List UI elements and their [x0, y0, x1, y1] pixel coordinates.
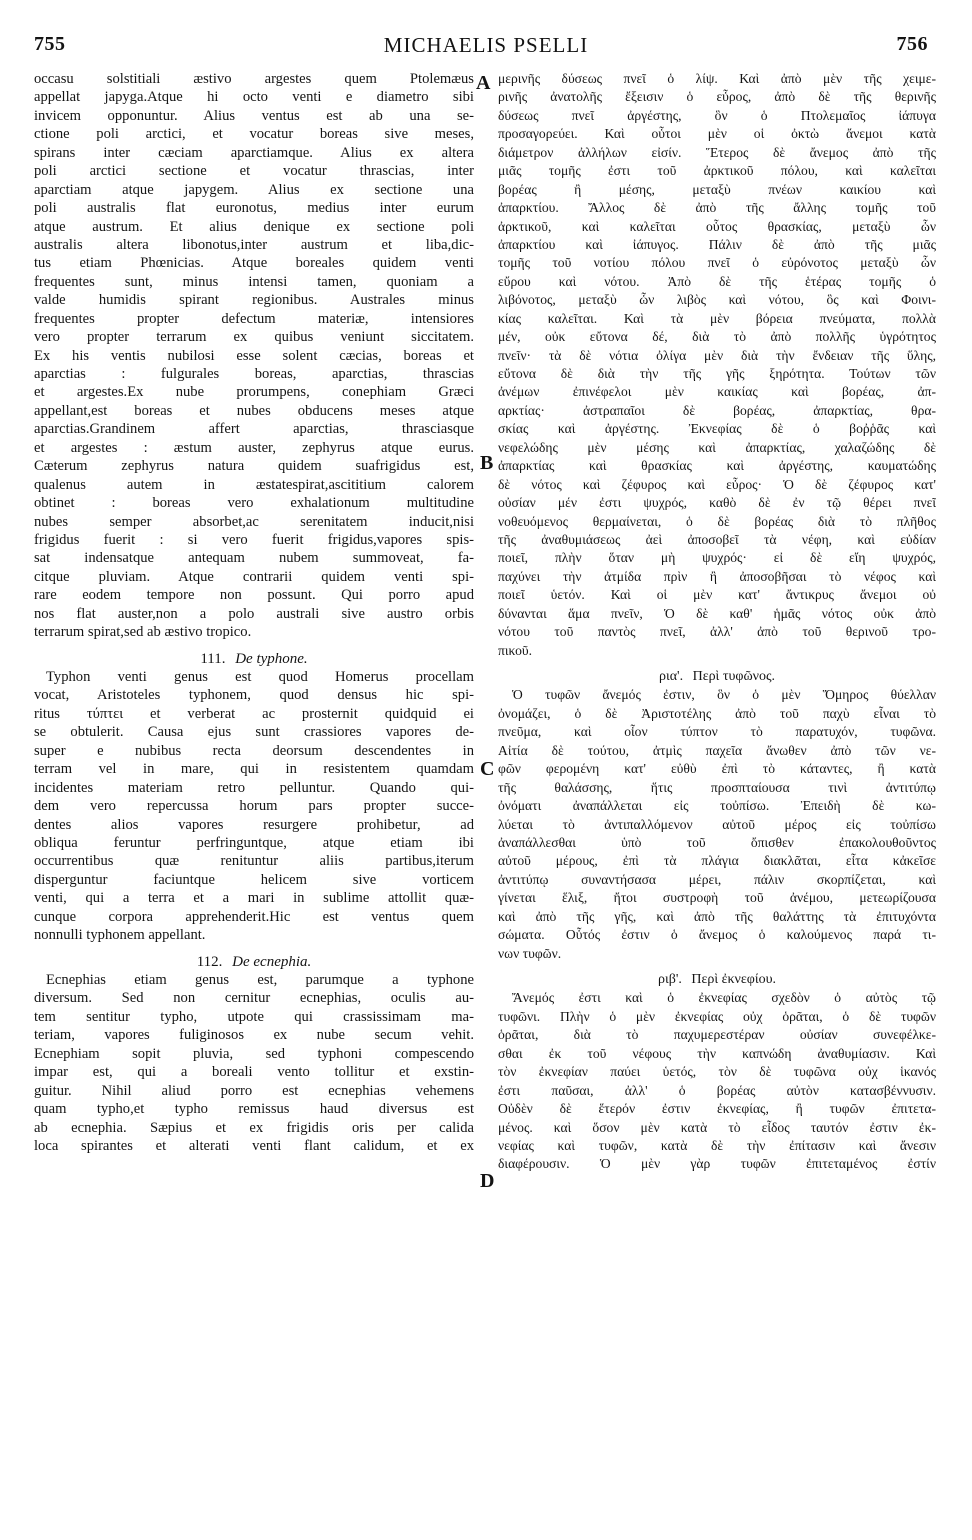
latin-section-111-heading	[34, 650, 474, 668]
greek-paragraph-1-line: τομῆς τοῦ νοτίου πόλου πνεῖ ὁ εὐρόνοτος μεταξὺ ὧν	[498, 255, 936, 271]
greek-paragraph-2-line: καὶ ἀπὸ τῆς γῆς, καὶ ἀπὸ τῆς θαλάττης τὰ ἐπιτυχόντα	[498, 908, 936, 924]
greek-paragraph-2-line: σώματα. Οὗτός ἐστιν ὁ ἄνεμος ὁ καλούμενος παρά τι-	[498, 927, 936, 943]
margin-marker-a: A	[476, 72, 491, 94]
latin-paragraph-1-line: poli australis flat euronotus, medius inter eurum	[34, 200, 474, 217]
latin-paragraph-3-line: teriam, vapores fuliginosos ex nube secum vehit.	[34, 1027, 474, 1044]
latin-paragraph-2-line: venti, qui a terra et a mari in sublime attollit quæ-	[34, 890, 474, 907]
greek-paragraph-1-line: μερινῆς δύσεως πνεῖ ὁ λίψ. Καὶ ἀπὸ μὲν τῆς χειμε-	[498, 71, 936, 86]
greek-paragraph-1-line: νεφελώδης μὲν μέσης καὶ ἀπαρκτίας, χαλαζώδης δὲ	[498, 439, 936, 455]
greek-paragraph-1-line: πικοῦ.	[498, 642, 532, 658]
latin-paragraph-2-line: vocat, Aristoteles typhonem, quod densus hic spi-	[34, 687, 474, 704]
latin-paragraph-2-line: Typhon venti genus est quod Homerus procellam	[46, 669, 474, 685]
running-title: MICHAELIS PSELLI	[383, 33, 589, 57]
latin-section-111-number: 111.	[200, 650, 226, 667]
greek-section-112-number: ριβ'.	[657, 972, 682, 987]
greek-paragraph-2-line: ὀνόματι ἀναπάλλεται εἰς τοὐπίσω. Ἐπειδὴ δὲ κω-	[498, 798, 936, 814]
latin-paragraph-1-line: valde humidis spirant regionibus. Australes minus	[34, 292, 474, 309]
greek-paragraph-2-line: φῶν φερομένη κατ' εὐθὺ ἐπὶ τὸ κάταντες, ἢ κατὰ	[498, 761, 936, 777]
latin-column	[34, 70, 474, 1155]
latin-paragraph-1-line: Ex his ventis nubilosi esse solent cæcias, boreas et	[34, 347, 474, 364]
latin-paragraph-2-line: incidentes materiam retro pelluntur. Quando qui-	[34, 779, 474, 796]
right-page-number: 756	[896, 33, 928, 55]
greek-paragraph-3-line: διαφέρουσιν. Ὁ μὲν γὰρ τυφῶν ἐπιτεταμένος ἐστίν	[498, 1156, 936, 1172]
greek-paragraph-2	[498, 686, 936, 963]
greek-paragraph-1-line: δύνανται ἅμα πνεῖν, Ὁ δὲ καθ' ἡμᾶς νότος οὐκ ἀπὸ	[498, 605, 936, 621]
greek-paragraph-2-line: ἀντιτύπῳ συναντήσασα μέρει, πάλιν σκορπίζεται, καὶ	[498, 871, 936, 887]
running-header	[0, 0, 972, 70]
latin-paragraph-1-line: appellant,est boreas et nubes obducens meses atque	[34, 402, 474, 419]
greek-paragraph-3-line: μένος. καὶ ὅσον μὲν κατὰ τὸ εἶδος ταυτόν ἐστιν ἐκ-	[498, 1119, 936, 1135]
latin-paragraph-2-line: terram vel in mare, qui in resistentem quamdam	[34, 761, 474, 778]
greek-paragraph-1-line: λιβόνοτος, μεταξὺ ὧν λιβὸς καὶ νότου, ὃς καὶ Φοινι-	[498, 292, 936, 308]
latin-paragraph-1-line: qualenus autem in æstatespirat,ascititium calorem	[34, 476, 474, 493]
latin-paragraph-1-line: obtinet : boreas vero exhalationum multitudine	[34, 495, 474, 512]
greek-paragraph-1-line: μιᾶς τομῆς ἐστι τοῦ ἀρκτικοῦ πόλου, καὶ καλεῖται	[498, 163, 936, 179]
greek-paragraph-2-line: ὀνομάζει, ὁ δὲ Ἀριστοτέλης ἀπὸ τοῦ παχὺ εἶναι τὸ	[498, 705, 936, 721]
greek-paragraph-3-line: Ἄνεμός ἐστι καὶ ὁ ἐκνεφίας σχεδὸν ὁ αὐτὸς τῷ	[512, 990, 936, 1006]
latin-paragraph-3	[34, 971, 474, 1155]
greek-paragraph-1-line: διάμετρον ἀλλήλων εἰσίν. Ἕτερος δὲ ἄνεμος ἀπὸ τῆς	[498, 144, 936, 160]
greek-paragraph-2-line: γίνεται ἕλιξ, ἤτοι συστροφὴ τοῦ ἀνέμου, μετεωρίζουσα	[498, 890, 936, 906]
latin-paragraph-1-line: frequentes propter defectum materiæ, intensiores	[34, 310, 474, 327]
greek-paragraph-3-line: Οὐδὲν δὲ ἕτερόν ἐστιν ἐκνεφίας, ἢ τυφῶν ἐπιτετα-	[498, 1101, 936, 1117]
latin-paragraph-3-line: Ecnephiam sopit pluvia, sed typhoni compescendo	[34, 1045, 474, 1062]
greek-paragraph-1-line: νότου τοῦ παντὸς πνεῖ, ἀλλ' ἀπὸ τοῦ θερινοῦ τρο-	[498, 624, 936, 640]
greek-paragraph-1-line: ἀπαρκτίου. Ἄλλος δὲ ἀπὸ τῆς ἄλλης τομῆς τοῦ	[498, 200, 936, 216]
greek-column	[498, 70, 936, 1174]
greek-paragraph-1-line: ἀπαρκτίου καὶ ἰάπυγος. Πάλιν δὲ ἀπὸ τῆς μιᾶς	[498, 236, 936, 252]
latin-paragraph-2-line: dem vero repercussa horum pars propter succe-	[34, 798, 474, 815]
latin-paragraph-2-line: nonnulli typhonem appellant.	[34, 927, 206, 944]
latin-paragraph-3-line: tem sentitur typho, utpote qui crassissimam ma-	[34, 1008, 474, 1025]
latin-paragraph-2-line: super e nubibus recta deorsum descendentes in	[34, 742, 474, 759]
greek-paragraph-3-line: σθαι ἐκ τοῦ νέφους τὴν καπνώδη ἀναθυμίασιν. Καὶ	[498, 1045, 936, 1061]
greek-paragraph-2-line: λύεται τὸ ἀντιπαλλόμενον αὐτοῦ μέρος εἰς τοὐπίσω	[498, 816, 936, 832]
latin-paragraph-3-line: quam typho,et typho remissus haud diversus est	[34, 1101, 474, 1118]
greek-paragraph-2-line: τῆς θαλάσσης, ἥτις προσπταίουσα τινὶ ἀντιτύπῳ	[498, 779, 936, 795]
latin-paragraph-2-line: dentes alios vapores resurgere prohibetur, ad	[34, 816, 474, 833]
latin-paragraph-3-line: loca spirantes et alterati venti flant calidum, et ex	[34, 1137, 474, 1154]
latin-paragraph-1-line: frigidus fuerit : si vero fuerit frigidus,vapores spis-	[34, 531, 474, 548]
greek-paragraph-1-line: ποιεῖ ὑετόν. Καὶ οἱ μὲν κατ' ἄντικρυς ἄνεμοι οὐ	[498, 587, 936, 603]
latin-paragraph-1-line: occasu solstitiali æstivo argestes quem Ptolemæus	[34, 71, 474, 87]
latin-paragraph-1-line: nubes semper absorbet,ac serenitatem inducit,nisi	[34, 513, 474, 530]
latin-paragraph-1-line: tus etiam Phœnicias. Atque boreales quidem venti	[34, 255, 474, 272]
greek-paragraph-1-line: πνεῖν· τὰ δὲ νότια ὀλίγα μὲν διὰ τὴν ἔνδειαν τῆς ὕλης,	[498, 347, 936, 363]
greek-paragraph-1-line: ποιεῖ, πλὴν ὅταν μὴ ψυχρός· εἰ δὲ εἴη ψυχρός,	[498, 550, 936, 566]
latin-paragraph-1-line: terrarum spirat,sed ab æstivo tropico.	[34, 624, 252, 641]
greek-paragraph-1-line: ἀπαρκτίας καὶ θρασκίας καὶ ἀργέστης, καυματώδης	[498, 458, 936, 474]
greek-paragraph-1-line: βορέας ἢ μέσης, μεταξὺ πνέων καικίου καὶ	[498, 181, 936, 197]
greek-paragraph-2-line: αὐτοῦ μέρους, ἐπὶ τὰ πλάγια διακλᾶται, εἶτα κἀκεῖσε	[498, 853, 936, 869]
greek-paragraph-1-line: δύσεως πνεῖ ἀργέστης, ὃν ὁ Πτολεμαῖος ἰάπυγα	[498, 107, 936, 123]
greek-paragraph-3	[498, 989, 936, 1173]
latin-paragraph-1-line: aparctiam atque japygem. Alius ex sectione una	[34, 181, 474, 198]
greek-paragraph-2-line: Αἰτία δὲ τούτου, ἀτμὶς παχεῖα ἄνωθεν ἀπὸ τῶν νε-	[498, 742, 936, 758]
latin-paragraph-1-line: atque austrum. Et alius denique ex sectione poli	[34, 218, 474, 235]
latin-paragraph-2-line: se obtulerit. Causa ejus sunt crassiores vapores de-	[34, 724, 474, 741]
latin-paragraph-2-line: occurrentibus quæ renituntur aliis partibus,iterum	[34, 853, 474, 870]
latin-paragraph-3-line: impar est, qui a boreali vento tollitur et exstin-	[34, 1064, 474, 1081]
greek-section-111-heading	[498, 668, 936, 686]
greek-paragraph-1-line: εὔρου καὶ νότου. Ἀπὸ δὲ τῆς ἑτέρας τομῆς ὁ	[498, 273, 936, 289]
greek-paragraph-1-line: αρκτίας· ἀστραπαῖοι δὲ βορέας, ἀπαρκτίας, θρα-	[498, 402, 936, 418]
greek-section-111-title: Περὶ τυφῶνος.	[692, 669, 776, 684]
latin-paragraph-1-line: Cæterum zephyrus natura quidem suafrigidus est,	[34, 458, 474, 475]
latin-paragraph-1-line: et argestes : æstum auster, zephyrus atque eurus.	[34, 439, 474, 456]
latin-paragraph-3-line: ab ecnephia. Sæpius et ex frigidis oris per calida	[34, 1119, 474, 1136]
latin-paragraph-3-line: Ecnephias etiam genus est, parumque a typhone	[46, 972, 474, 988]
greek-paragraph-2-line: νων τυφῶν.	[498, 945, 562, 961]
latin-paragraph-1-line: poli arctici sectione et vocatur thrascias, inter	[34, 163, 474, 180]
latin-paragraph-2-line: cunque corpora apprehenderit.Hic est ventus quem	[34, 908, 474, 925]
latin-section-112-number: 112.	[196, 953, 223, 970]
greek-section-112-heading	[498, 971, 936, 989]
greek-paragraph-1-line: ἀνέμων ἐπινέφελοι μὲν καικίας καὶ βορέας, ἀπ-	[498, 384, 936, 400]
latin-paragraph-2-line: ritus τύπτει et verberat ac prosternit quidquid ei	[34, 705, 474, 722]
latin-paragraph-1-line: aparctias : fulgurales boreas, aparctias, thrascias	[34, 366, 474, 382]
latin-paragraph-1-line: australis altera libonotus,inter austrum et liba,dic-	[34, 236, 474, 253]
latin-paragraph-3-line: guitur. Nihil aliud porro est ecnephias vehemens	[34, 1082, 474, 1099]
greek-paragraph-1-line: ἀρκτικοῦ, καὶ καλεῖται οὗτος θρασκίας, μεταξὺ ὧν	[498, 218, 936, 234]
greek-paragraph-3-line: τὸν ἐκνεφίαν παύει ὑετός, τὸν δὲ τυφῶνα οὐχ ἱκανός	[498, 1064, 936, 1080]
left-page-number: 755	[34, 33, 66, 55]
margin-marker-b: B	[480, 452, 494, 474]
latin-paragraph-1-line: citque pluviam. Atque contrarii quidem venti spi-	[34, 568, 474, 585]
greek-paragraph-1-line: οὐσίαν μέν ἐστι ψυχρός, καθὸ δὲ ἐν τῷ θέρει πνεῖ	[498, 495, 936, 511]
greek-paragraph-2-line: ἀναπάλλεσθαι ὑπὸ τοῦ ὄπισθεν ἐπακολουθοῦντος	[498, 834, 936, 850]
latin-paragraph-1-line: nos flat auster,non a polo australi sive austro orbis	[34, 605, 474, 622]
greek-section-112-title: Περὶ ἐκνεφίου.	[691, 972, 777, 987]
latin-paragraph-2-line: obliqua feruntur perfringuntque, atque etiam ibi	[34, 834, 474, 851]
greek-paragraph-2-line: Ὁ τυφῶν ἄνεμός ἐστιν, ὃν ὁ μὲν Ὅμηρος θύελλαν	[512, 687, 936, 703]
greek-paragraph-1-line: τῆς ἀναθυμιάσεως ἀεὶ ἀποσοβεῖ τὰ νέφη, καὶ εὐδίαν	[498, 531, 936, 547]
greek-paragraph-1-line: εὔτονα δὲ διὰ τὴν τῆς γῆς ξηρότητα. Τούτων τῶν	[498, 366, 936, 381]
latin-paragraph-2-line: disperguntur faciuntque helicem sive vorticem	[34, 871, 474, 888]
latin-paragraph-1-line: appellat japyga.Atque hi octo venti e diametro sibi	[34, 89, 474, 106]
greek-section-111-number: ρια'.	[658, 669, 684, 684]
latin-section-112-heading	[34, 953, 474, 971]
latin-section-112-title: De ecnephia.	[232, 953, 312, 970]
latin-paragraph-1-line: vero propter terrarum ex quibus veniunt siccitatem.	[34, 329, 474, 346]
greek-paragraph-1-line: μέν, οὐκ εὔτονα δέ, διὰ τὸ ἀπὸ πολλῆς ὑγρότητος	[498, 329, 936, 345]
greek-paragraph-1-line: παχύνει τὴν ἀτμίδα πρὶν ἢ ἀποσοβῆσαι τὸ νέφος καὶ	[498, 568, 936, 584]
greek-paragraph-1-line: ρινῆς ἀνατολῆς ἔξεισιν ὁ εὖρος, ἀπὸ δὲ τῆς θερινῆς	[498, 89, 936, 105]
greek-paragraph-3-line: νεφίας καὶ τυφῶν, κατὰ δὲ τὴν ἐπίτασιν καὶ ἄνεσιν	[498, 1137, 936, 1153]
greek-paragraph-3-line: τυφῶνι. Πλὴν ὁ μὲν ἐκνεφίας οὐχ ὁρᾶται, ὁ δὲ τυφῶν	[498, 1008, 936, 1024]
latin-paragraph-1	[34, 70, 474, 642]
latin-paragraph-1-line: et argestes.Ex nube prorumpens, conephiam Græci	[34, 384, 474, 401]
margin-marker-d: D	[480, 1170, 495, 1192]
greek-paragraph-1-line: προσαγορεύει. Καὶ οὗτοι μὲν οἱ ὀκτὼ ἄνεμοι κατὰ	[498, 126, 936, 142]
greek-paragraph-1-line: νοθευόμενος θερμαίνεται, ὁ δὲ βορέας διὰ τὸ πλῆθος	[498, 513, 936, 529]
latin-paragraph-1-line: invicem opponuntur. Alius ventus est ab una se-	[34, 107, 474, 124]
latin-paragraph-1-line: frequentes sunt, minus intensi tamen, quoniam a	[34, 273, 474, 290]
greek-paragraph-1-line: κίας καλεῖται. Καὶ τὰ μὲν βόρεια πνεύματα, πολλὰ	[498, 310, 936, 326]
latin-paragraph-1-line: ctione poli arctici, et vocatur boreas sive meses,	[34, 126, 474, 143]
greek-paragraph-1-line: δὲ νότος καὶ ζέφυρος καὶ εὖρος· Ὁ δὲ ζέφυρος κατ'	[498, 476, 936, 492]
latin-paragraph-2	[34, 668, 474, 945]
greek-paragraph-3-line: ὁρᾶται, διὰ τὸ παχυμερεστέραν οὐσίαν συνεφέλκε-	[498, 1027, 936, 1043]
latin-paragraph-1-line: sat indensatque antequam nubem summoveat, fa-	[34, 550, 474, 567]
greek-paragraph-3-line: ἐστι παῦσαι, ἀλλ' ὁ βορέας αὐτὸν κατασβέννυσιν.	[498, 1082, 936, 1098]
latin-paragraph-1-line: rare eodem tempore non possunt. Qui porro apud	[34, 587, 474, 604]
greek-paragraph-2-line: πνεῦμα, καὶ οἷον τύπτον τὸ παρατυχόν, τυφῶνα.	[498, 724, 936, 740]
margin-marker-c: C	[480, 758, 495, 780]
greek-paragraph-1	[498, 70, 936, 660]
latin-paragraph-1-line: spirans inter cæciam aparctiamque. Alius ex altera	[34, 144, 474, 161]
greek-paragraph-1-line: σκίας καὶ ἀργέστης. Ἐκνεφίας δὲ ὁ βοῤῥᾶς καὶ	[498, 421, 936, 437]
latin-section-111-title: De typhone.	[235, 650, 308, 667]
latin-paragraph-1-line: aparctias.Grandinem affert aparctias, thrasciasque	[34, 421, 474, 438]
latin-paragraph-3-line: diversum. Sed non cernitur ecnephias, oculis au-	[34, 990, 474, 1007]
